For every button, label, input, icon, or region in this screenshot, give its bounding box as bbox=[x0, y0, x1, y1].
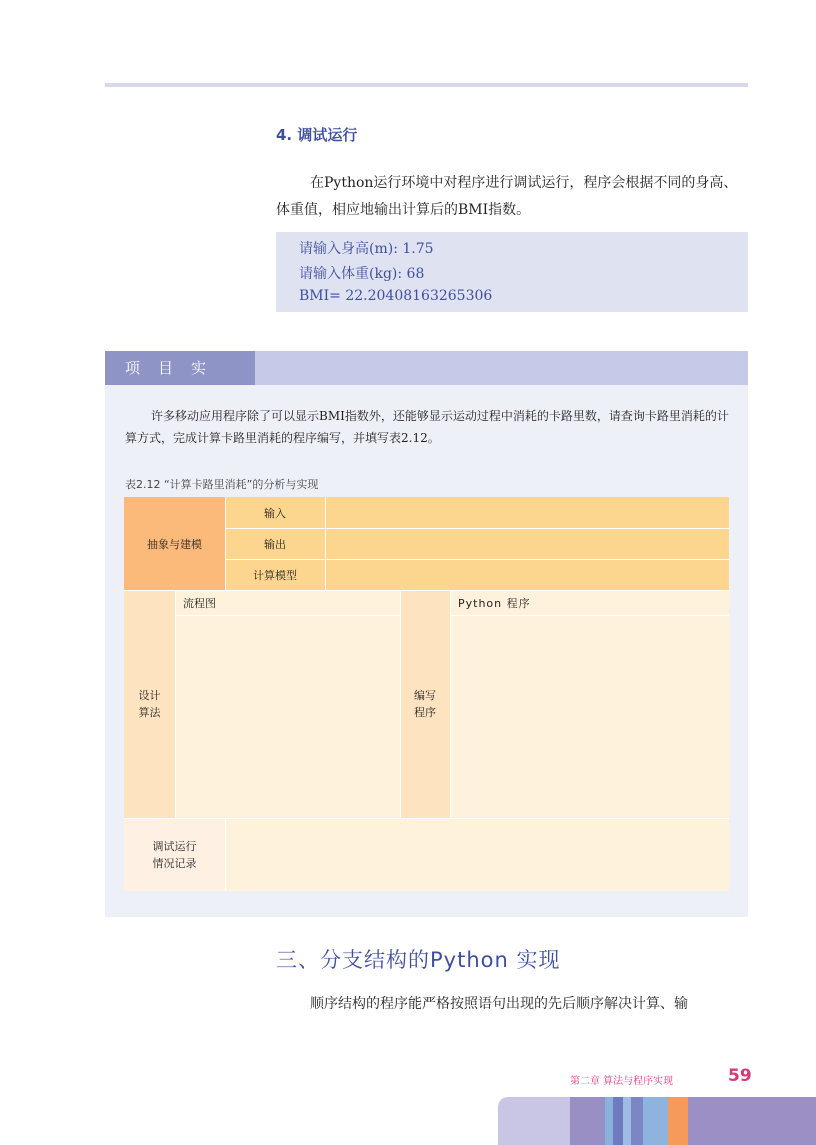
table-caption: 表2.12 “计算卡路里消耗”的分析与实现 bbox=[125, 478, 319, 491]
section-paragraph: 在Python运行环境中对程序进行调试运行，程序会根据不同的身高、体重值，相应地输出计算后的BMI指数。 bbox=[276, 175, 738, 218]
cell-flowchart-label: 流程图 bbox=[175, 590, 400, 615]
cell-debug-area[interactable] bbox=[225, 818, 729, 891]
cell-design-algorithm: 设计 算法 bbox=[124, 590, 175, 818]
project-box bbox=[105, 385, 748, 917]
footer-strip-block bbox=[643, 1097, 668, 1145]
page-number: 59 bbox=[728, 1066, 752, 1086]
footer-strip-block bbox=[605, 1097, 613, 1145]
grid-line bbox=[325, 497, 326, 590]
cell-python-label: Python 程序 bbox=[450, 590, 729, 615]
grid-line bbox=[225, 497, 226, 590]
cell-model-label: 计算模型 bbox=[225, 559, 325, 590]
top-rule bbox=[105, 83, 748, 87]
footer-strip-block bbox=[623, 1097, 631, 1145]
next-section-paragraph: 顺序结构的程序能严格按照语句出现的先后顺序解决计算、输 bbox=[310, 996, 688, 1012]
code-output-box bbox=[276, 232, 748, 312]
section-heading: 4. 调试运行 bbox=[276, 126, 358, 144]
cell-input-value[interactable] bbox=[325, 497, 729, 528]
grid-line bbox=[124, 818, 729, 819]
grid-line bbox=[124, 590, 729, 591]
grid-line bbox=[225, 559, 729, 560]
cell-output-label: 输出 bbox=[225, 528, 325, 559]
footer-strip-block bbox=[631, 1097, 643, 1145]
code-line-bmi: BMI= 22.20408163265306 bbox=[299, 288, 493, 304]
cell-output-value[interactable] bbox=[325, 528, 729, 559]
cell-debug-record: 调试运行 情况记录 bbox=[124, 818, 225, 891]
grid-line bbox=[225, 818, 226, 891]
cell-flowchart-area[interactable] bbox=[175, 615, 400, 818]
project-text: 许多移动应用程序除了可以显示BMI指数外，还能够显示运动过程中消耗的卡路里数，请查询卡路里消耗的计算方式，完成计算卡路里消耗的程序编写，并填写表2.12。 bbox=[125, 409, 729, 445]
project-bar bbox=[105, 351, 748, 385]
cell-input-label: 输入 bbox=[225, 497, 325, 528]
grid-line bbox=[450, 590, 451, 818]
grid-line bbox=[175, 590, 176, 818]
footer-strip-block bbox=[570, 1097, 605, 1145]
footer-strip-block bbox=[498, 1097, 570, 1145]
footer-strip-block bbox=[688, 1097, 816, 1145]
footer-strip-block bbox=[668, 1097, 688, 1145]
cell-abstract-modeling: 抽象与建模 bbox=[124, 497, 225, 590]
code-line-weight: 请输入体重(kg): 68 bbox=[299, 266, 425, 282]
code-line-height: 请输入身高(m): 1.75 bbox=[299, 241, 434, 257]
cell-write-program: 编写 程序 bbox=[400, 590, 450, 818]
next-section-heading: 三、分支结构的Python 实现 bbox=[276, 948, 561, 972]
grid-line bbox=[225, 528, 729, 529]
footer-strip-block bbox=[613, 1097, 623, 1145]
grid-line bbox=[400, 590, 401, 818]
cell-python-area[interactable] bbox=[450, 615, 729, 818]
footer-chapter: 第二章 算法与程序实现 bbox=[570, 1076, 674, 1087]
project-tab-label: 项目实 bbox=[105, 351, 255, 385]
grid-line bbox=[450, 615, 729, 616]
grid-line bbox=[175, 615, 400, 616]
cell-model-value[interactable] bbox=[325, 559, 729, 590]
